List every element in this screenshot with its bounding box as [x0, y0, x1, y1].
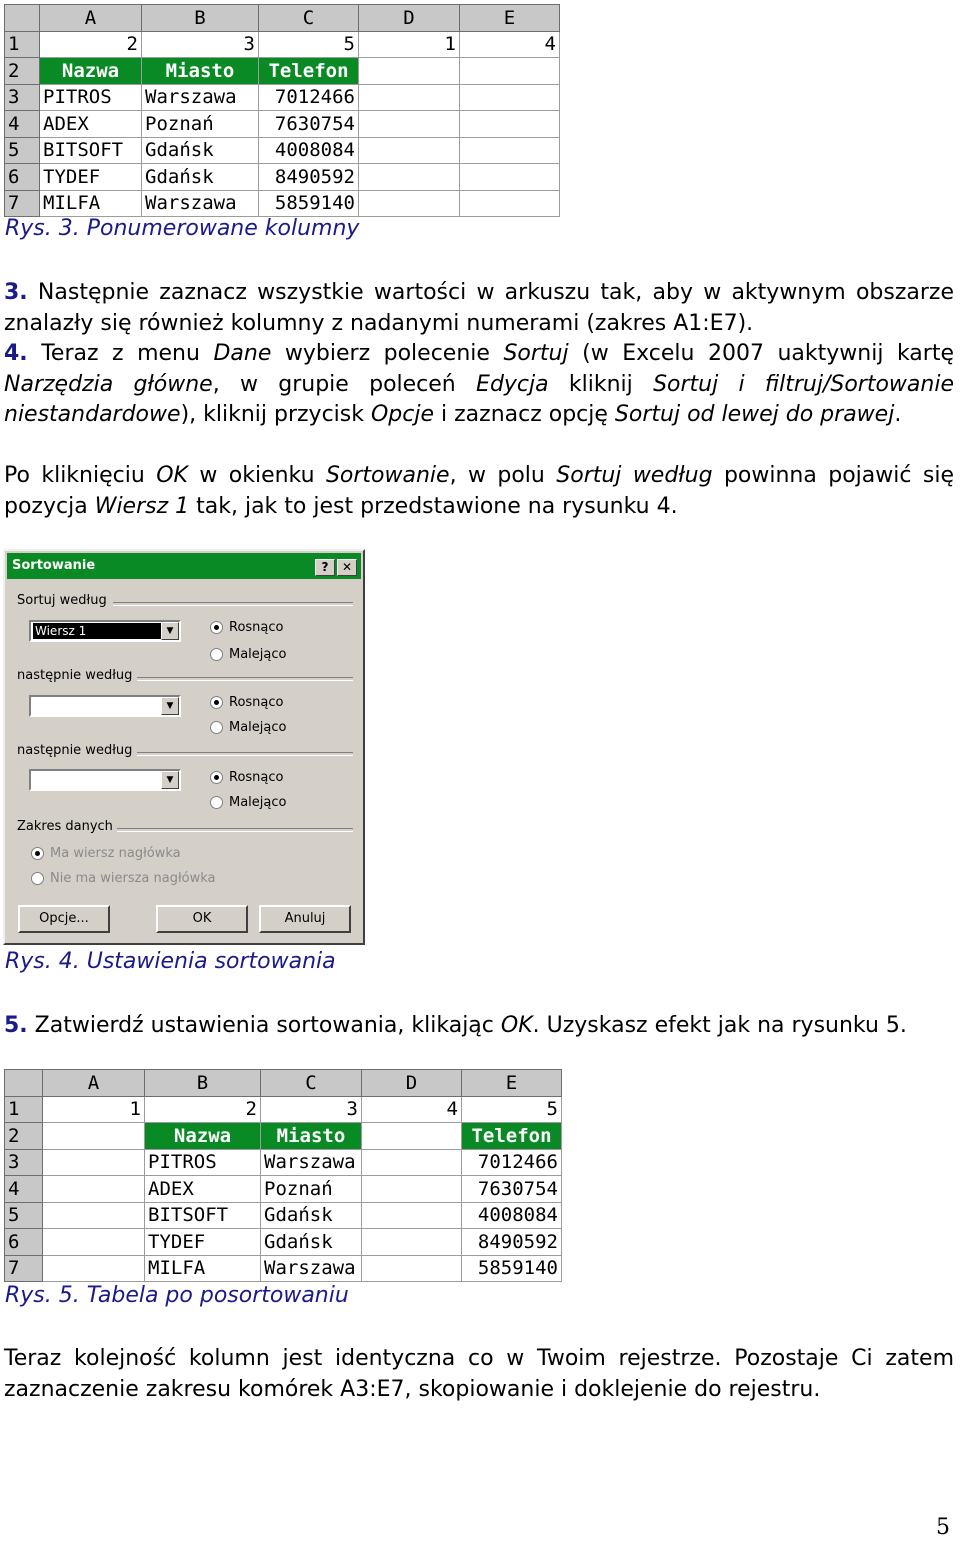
step4-italic: Sortuj od lewej do prawej [614, 402, 895, 427]
chevron-down-icon[interactable]: ▼ [161, 697, 179, 715]
table-row [5, 84, 560, 111]
cell[interactable] [43, 1149, 145, 1176]
cell[interactable]: 7630754 [259, 111, 359, 138]
sort-by-combo[interactable] [29, 620, 181, 642]
table-row [5, 164, 560, 191]
table-row [5, 1149, 562, 1176]
step5-text: Zatwierdź ustawienia sortowania, klikając [34, 1013, 501, 1038]
help-button[interactable]: ? [315, 559, 335, 576]
then-by-combo-1[interactable] [29, 695, 181, 717]
table-row [5, 1096, 562, 1123]
cell[interactable]: 5859140 [462, 1255, 562, 1282]
figure3-caption: Rys. 3. Ponumerowane kolumny [5, 216, 360, 241]
radio-icon [31, 872, 44, 885]
cell[interactable]: 5859140 [259, 190, 359, 217]
sort-by-label: Sortuj według [17, 593, 107, 608]
cell[interactable] [43, 1176, 145, 1203]
para-text: tak, jak to jest przedstawione na rysunku 4. [189, 493, 678, 519]
cell[interactable]: Telefon [259, 58, 359, 85]
page-number: 5 [936, 1515, 950, 1540]
table-row [5, 137, 560, 164]
step4-text: . [894, 402, 902, 427]
cell[interactable]: Warszawa [261, 1255, 362, 1282]
row-header[interactable]: 1 [5, 1096, 43, 1123]
cell[interactable]: PITROS [40, 84, 142, 111]
cell[interactable] [460, 137, 560, 164]
step4-text: i zaznacz opcję [434, 402, 615, 427]
step4-text: wybierz polecenie [271, 341, 504, 366]
cell[interactable]: 8490592 [462, 1229, 562, 1256]
row-header[interactable]: 2 [5, 1123, 43, 1150]
cell[interactable]: BITSOFT [145, 1202, 261, 1229]
radio-icon [210, 696, 223, 709]
cell[interactable] [359, 137, 460, 164]
cell[interactable] [460, 84, 560, 111]
chevron-down-icon[interactable]: ▼ [161, 771, 179, 789]
step4-text: Teraz z menu [41, 341, 214, 366]
cell[interactable] [359, 84, 460, 111]
radio-icon [210, 621, 223, 634]
sheet-corner[interactable] [5, 1070, 43, 1097]
cell[interactable]: 7012466 [462, 1149, 562, 1176]
ok-button[interactable]: OK [156, 905, 248, 933]
cell[interactable]: 7012466 [259, 84, 359, 111]
row-header[interactable]: 3 [5, 1149, 43, 1176]
row-header[interactable]: 7 [5, 190, 40, 217]
radio-icon [210, 771, 223, 784]
cell[interactable]: 1 [43, 1096, 145, 1123]
cell[interactable]: 5 [259, 31, 359, 58]
radio-label: Rosnąco [229, 770, 284, 785]
cell[interactable]: TYDEF [40, 164, 142, 191]
cell[interactable] [359, 190, 460, 217]
cell[interactable] [460, 190, 560, 217]
step3-text: Następnie zaznacz wszystkie wartości w arkuszu tak, aby w aktywnym obszarze znalazły się również kolumny z nadanymi numerami (zakres A1:E7). [4, 280, 954, 336]
step4-text: ), kliknij przycisk [180, 402, 371, 427]
cell[interactable]: Warszawa [261, 1149, 362, 1176]
radio-label: Malejąco [229, 795, 287, 810]
cell[interactable]: 2 [40, 31, 142, 58]
cell[interactable]: TYDEF [145, 1229, 261, 1256]
para-text: powinna pojawić się pozycja [4, 463, 954, 519]
step3-paragraph [4, 278, 954, 339]
cell[interactable]: ADEX [145, 1176, 261, 1203]
cell[interactable]: 4008084 [259, 137, 359, 164]
cell[interactable] [359, 58, 460, 85]
cell[interactable]: Gdańsk [261, 1202, 362, 1229]
table-row [5, 1255, 562, 1282]
row-header[interactable]: 7 [5, 1255, 43, 1282]
column-header[interactable]: D [359, 5, 460, 32]
step5-number: 5. [4, 1013, 28, 1038]
cell[interactable]: Gdańsk [142, 164, 259, 191]
column-header[interactable]: B [142, 5, 259, 32]
sheet-corner[interactable] [5, 5, 40, 32]
cell[interactable]: Gdańsk [261, 1229, 362, 1256]
figure5-sheet [4, 1069, 562, 1282]
row-header[interactable]: 6 [5, 164, 40, 191]
cell[interactable]: 5 [462, 1096, 562, 1123]
then-by-combo-2[interactable] [29, 769, 181, 791]
divider [137, 752, 353, 756]
step5-text: . Uzyskasz efekt jak na rysunku 5. [532, 1013, 907, 1038]
cell[interactable]: 7630754 [462, 1176, 562, 1203]
figure5-caption: Rys. 5. Tabela po posortowaniu [5, 1283, 349, 1308]
radio-label: Malejąco [229, 720, 287, 735]
cell[interactable]: Poznań [261, 1176, 362, 1203]
cell[interactable]: Poznań [142, 111, 259, 138]
step4-text: kliknij [548, 371, 654, 397]
divider [117, 828, 353, 832]
cell[interactable]: Miasto [261, 1123, 362, 1150]
row-header[interactable]: 3 [5, 84, 40, 111]
data-range-label: Zakres danych [17, 819, 113, 834]
cell[interactable]: BITSOFT [40, 137, 142, 164]
options-button[interactable]: Opcje... [18, 905, 110, 933]
column-header[interactable]: A [43, 1070, 145, 1097]
para-text: w okienku [187, 463, 326, 488]
cell[interactable]: Miasto [142, 58, 259, 85]
then-by-label-1: następnie według [17, 668, 133, 683]
cell[interactable] [362, 1123, 462, 1150]
radio-icon [210, 648, 223, 661]
cell[interactable]: 3 [261, 1096, 362, 1123]
cell[interactable]: Nazwa [145, 1123, 261, 1150]
step4-paragraph [4, 339, 954, 431]
para-italic: Sortuj według [556, 463, 713, 488]
table-row [5, 31, 560, 58]
final-paragraph: Teraz kolejność kolumn jest identyczna co w Twoim rejestrze. Pozostaje Ci zatem zaznaczenie zakresu komórek A3:E7, skopiowanie i doklejenie do rejestru. [4, 1346, 954, 1402]
table-row [5, 1202, 562, 1229]
radio-label: Ma wiersz nagłówka [50, 846, 181, 861]
row-header[interactable]: 4 [5, 111, 40, 138]
cell[interactable] [362, 1149, 462, 1176]
dialog-title: Sortowanie [12, 558, 96, 573]
step4-italic: Opcje [370, 402, 435, 427]
cell[interactable]: MILFA [145, 1255, 261, 1282]
column-header[interactable]: C [259, 5, 359, 32]
row-header[interactable]: 1 [5, 31, 40, 58]
cell[interactable]: 4008084 [462, 1202, 562, 1229]
cell[interactable] [362, 1176, 462, 1203]
chevron-down-icon[interactable]: ▼ [161, 622, 179, 640]
table-row [5, 58, 560, 85]
table-row [5, 1123, 562, 1150]
cell[interactable] [460, 111, 560, 138]
radio-label: Nie ma wiersza nagłówka [50, 871, 216, 886]
cell[interactable] [460, 164, 560, 191]
figure3-sheet [4, 4, 560, 217]
cell[interactable] [43, 1123, 145, 1150]
column-header[interactable]: E [460, 5, 560, 32]
cell[interactable]: 3 [142, 31, 259, 58]
para-italic: Sortowanie [325, 463, 450, 488]
step4-italic: Sortuj [503, 341, 569, 366]
row-header[interactable]: 5 [5, 137, 40, 164]
then-by-value-1 [33, 698, 163, 714]
then-by-value-2 [33, 772, 163, 788]
para-text: , w polu [449, 463, 557, 488]
cell[interactable]: Nazwa [40, 58, 142, 85]
cell[interactable] [43, 1202, 145, 1229]
cell[interactable] [359, 111, 460, 138]
step4-italic: Dane [213, 341, 272, 366]
dialog-titlebar [7, 553, 361, 579]
divider [137, 677, 353, 681]
sort-by-value: Wiersz 1 [33, 623, 163, 639]
instruction-paragraph [4, 461, 954, 522]
step4-text: (w Excelu 2007 uaktywnij kartę [568, 341, 954, 366]
radio-icon [210, 721, 223, 734]
table-row [5, 1229, 562, 1256]
divider [113, 602, 353, 606]
radio-icon [31, 847, 44, 860]
table-row [5, 111, 560, 138]
cell[interactable]: 4 [362, 1096, 462, 1123]
cell[interactable] [43, 1255, 145, 1282]
radio-label: Malejąco [229, 647, 287, 662]
table-row [5, 190, 560, 217]
cell[interactable] [43, 1229, 145, 1256]
column-header[interactable]: D [362, 1070, 462, 1097]
para-italic: OK [156, 463, 188, 488]
cell[interactable]: MILFA [40, 190, 142, 217]
radio-label: Rosnąco [229, 695, 284, 710]
row-header[interactable]: 6 [5, 1229, 43, 1256]
column-header[interactable]: B [145, 1070, 261, 1097]
cell[interactable]: Warszawa [142, 190, 259, 217]
cell[interactable]: 4 [460, 31, 560, 58]
cell[interactable]: Warszawa [142, 84, 259, 111]
step4-italic: Edycja [476, 371, 549, 397]
step5-italic: OK [500, 1013, 533, 1038]
column-header[interactable]: E [462, 1070, 562, 1097]
cell[interactable]: Gdańsk [142, 137, 259, 164]
row-header[interactable]: 4 [5, 1176, 43, 1203]
sort-dialog [3, 549, 365, 945]
cell[interactable] [362, 1255, 462, 1282]
para-text: Po kliknięciu [4, 463, 157, 488]
step4-text: , w grupie poleceń [212, 371, 477, 397]
column-header[interactable]: A [40, 5, 142, 32]
cell[interactable]: PITROS [145, 1149, 261, 1176]
cell[interactable]: ADEX [40, 111, 142, 138]
cell[interactable] [460, 58, 560, 85]
cell[interactable] [362, 1202, 462, 1229]
cancel-button[interactable]: Anuluj [259, 905, 351, 933]
cell[interactable]: 8490592 [259, 164, 359, 191]
table-row [5, 1176, 562, 1203]
radio-icon [210, 796, 223, 809]
step4-number: 4. [4, 341, 28, 366]
row-header[interactable]: 5 [5, 1202, 43, 1229]
step3-number: 3. [4, 280, 28, 305]
radio-label: Rosnąco [229, 620, 284, 635]
figure4-caption: Rys. 4. Ustawienia sortowania [5, 949, 336, 974]
row-header[interactable]: 2 [5, 58, 40, 85]
cell[interactable] [359, 164, 460, 191]
close-button[interactable]: ✕ [337, 559, 357, 576]
then-by-label-2: następnie według [17, 743, 133, 758]
column-header[interactable]: C [261, 1070, 362, 1097]
cell[interactable]: 1 [359, 31, 460, 58]
step5-paragraph [4, 1011, 954, 1042]
para-italic: Wiersz 1 [94, 493, 190, 519]
step4-italic: Sortuj i filtruj/Sortowanie niestandardowe [4, 371, 955, 427]
cell[interactable] [362, 1229, 462, 1256]
cell[interactable]: 2 [145, 1096, 261, 1123]
cell[interactable]: Telefon [462, 1123, 562, 1150]
step4-italic: Narzędzia główne [4, 371, 213, 397]
